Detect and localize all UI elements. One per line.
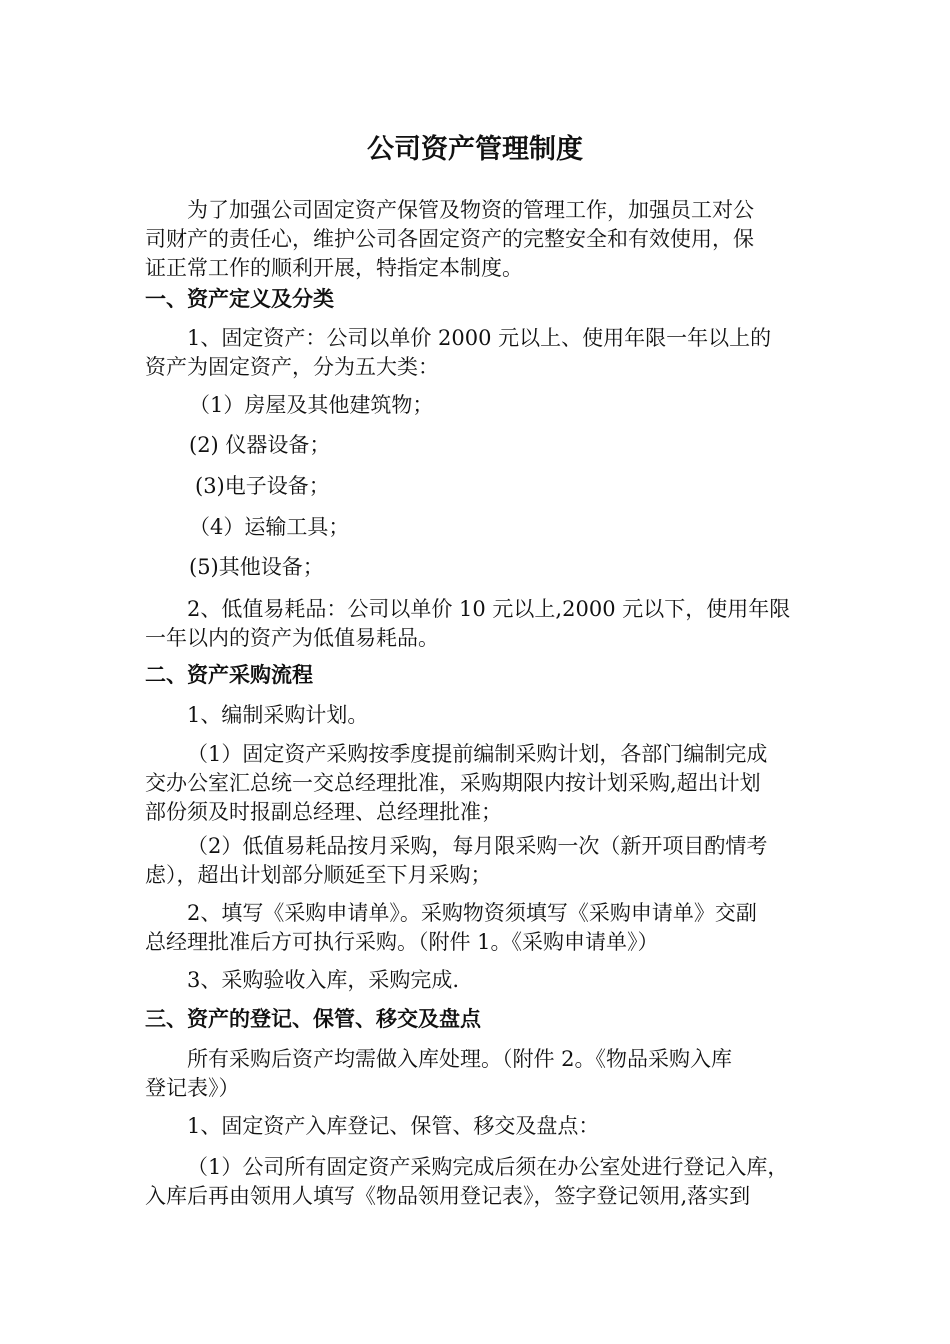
text-line: 所有采购后资产均需做入库处理。（附件 2。《物品采购入库 bbox=[187, 1047, 733, 1071]
text-line: 登记表》） bbox=[145, 1076, 240, 1100]
text-line: （1）公司所有固定资产采购完成后须在办公室处进行登记入库， bbox=[187, 1155, 789, 1179]
document-title: 公司资产管理制度 bbox=[367, 134, 583, 165]
registration-sub-1 bbox=[145, 1153, 810, 1211]
text-line: （1）固定资产采购按季度提前编制采购计划，各部门编制完成 bbox=[187, 742, 768, 766]
section-heading-2: 二、资产采购流程 bbox=[145, 663, 313, 687]
intro-paragraph bbox=[145, 196, 810, 283]
section-heading-1: 一、资产定义及分类 bbox=[145, 287, 334, 311]
category-item: (2) 仪器设备； bbox=[189, 433, 331, 457]
category-item: (5)其他设备； bbox=[189, 555, 324, 579]
text-line: 部份须及时报副总经理、总经理批准； bbox=[145, 800, 502, 824]
procurement-step-2 bbox=[145, 899, 810, 957]
category-item: (3)电子设备； bbox=[195, 474, 330, 498]
registration-intro bbox=[145, 1045, 810, 1103]
text-line: 总经理批准后方可执行采购。（附件 1。《采购申请单》） bbox=[145, 930, 659, 954]
section-heading-3: 三、资产的登记、保管、移交及盘点 bbox=[145, 1007, 481, 1031]
fixed-asset-paragraph bbox=[145, 324, 810, 382]
procurement-sub-2 bbox=[145, 832, 810, 890]
category-item: （1）房屋及其他建筑物； bbox=[189, 393, 434, 417]
category-item: （4）运输工具； bbox=[189, 515, 350, 539]
procurement-sub-1 bbox=[145, 740, 810, 827]
text-line: 1、固定资产：公司以单价 2000 元以上、使用年限一年以上的 bbox=[187, 326, 772, 350]
text-line: 入库后再由领用人填写《物品领用登记表》，签字登记领用,落实到 bbox=[145, 1184, 751, 1208]
text-line: 交办公室汇总统一交总经理批准，采购期限内按计划采购,超出计划 bbox=[145, 771, 761, 795]
text-line: 2、低值易耗品：公司以单价 10 元以上,2000 元以下，使用年限 bbox=[187, 597, 791, 621]
text-line: 司财产的责任心，维护公司各固定资产的完整安全和有效使用，保 bbox=[145, 227, 754, 251]
procurement-step-1: 1、编制采购计划。 bbox=[187, 703, 369, 727]
text-line: 资产为固定资产，分为五大类： bbox=[145, 355, 439, 379]
low-value-paragraph bbox=[145, 595, 810, 653]
text-line: 证正常工作的顺利开展，特指定本制度。 bbox=[145, 256, 523, 280]
registration-item-1: 1、固定资产入库登记、保管、移交及盘点： bbox=[187, 1114, 600, 1138]
text-line: 2、填写《采购申请单》。采购物资须填写《采购申请单》交副 bbox=[187, 901, 757, 925]
text-line: （2）低值易耗品按月采购，每月限采购一次（新开项目酌情考 bbox=[187, 834, 768, 858]
text-line: 虑），超出计划部分顺延至下月采购； bbox=[145, 863, 492, 887]
text-line: 一年以内的资产为低值易耗品。 bbox=[145, 626, 439, 650]
procurement-step-3: 3、采购验收入库，采购完成. bbox=[187, 968, 460, 992]
text-line: 为了加强公司固定资产保管及物资的管理工作，加强员工对公 bbox=[187, 198, 754, 222]
